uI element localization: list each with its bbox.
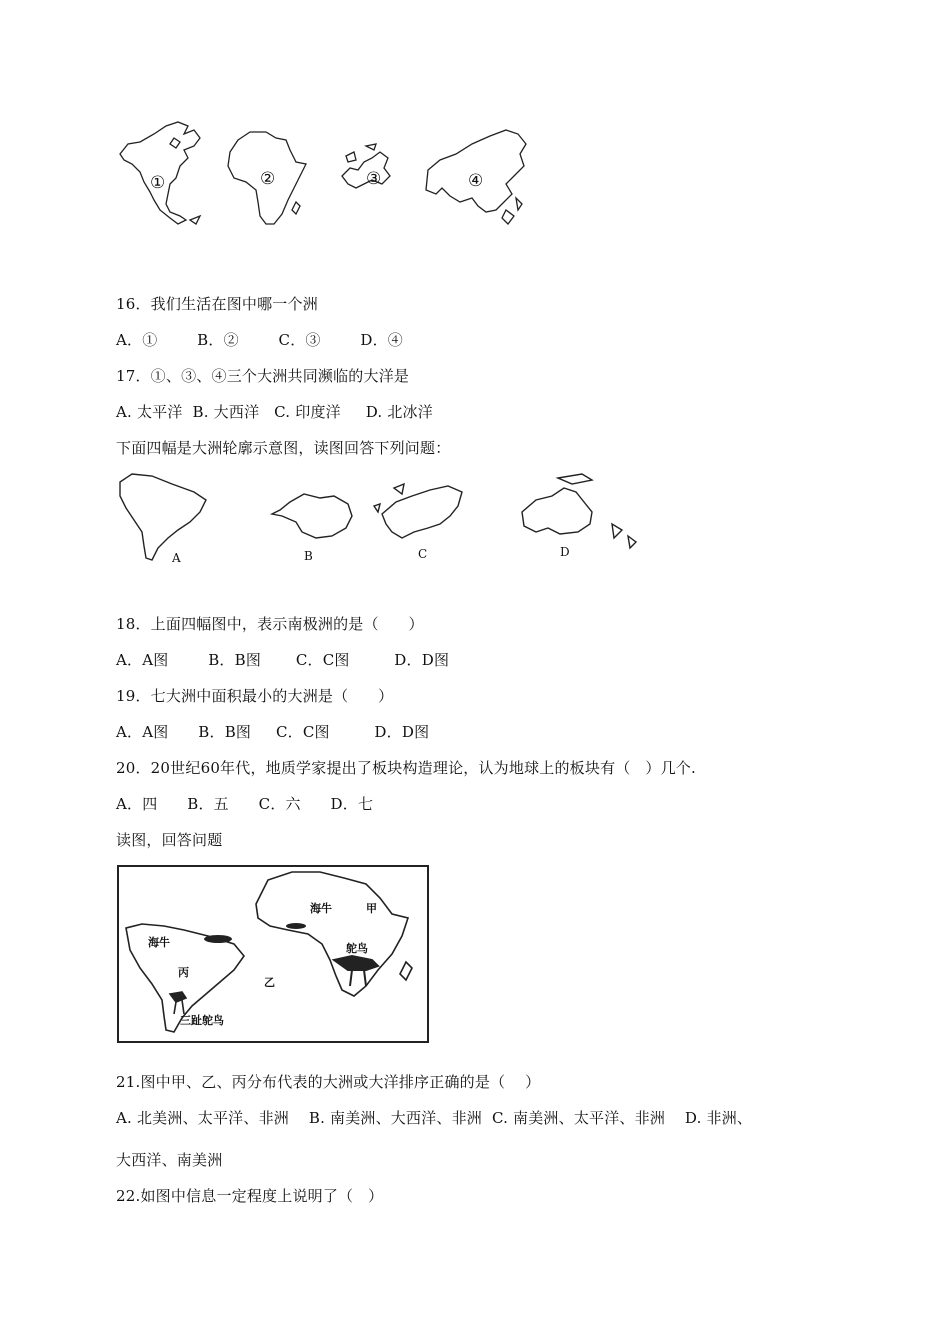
question-18-stem: 18．上面四幅图中，表示南极洲的是（ ） [116,615,424,633]
label-bing: 丙 [178,966,189,979]
figure-continent-outlines-1 [110,120,540,235]
antarctica-outline [272,494,352,538]
label-yi: 乙 [264,976,275,989]
question-21-options-line2: 大西洋、南美洲 [116,1151,223,1169]
question-22-stem: 22.如图中信息一定程度上说明了（ ） [116,1187,384,1205]
africa-map-outline [256,872,412,996]
question-21-stem: 21.图中甲、乙、丙分布代表的大洲或大洋排序正确的是（ ） [116,1073,541,1091]
question-21-options-line1: A. 北美洲、太平洋、非洲 B. 南美洲、大西洋、非洲 C. 南美洲、太平洋、非洲 D. 非洲、 [116,1109,753,1127]
ostrich-silhouette [334,956,378,986]
label-ostrich: 鸵鸟 [346,942,368,955]
south-america-outline [120,474,206,560]
label-b: B [304,549,313,563]
label-c: C [418,547,428,561]
rhea-silhouette [170,992,186,1014]
europe-outline-c [374,484,462,538]
label-manatee-left: 海牛 [148,936,170,949]
question-19-stem: 19．七大洲中面积最小的大洲是（ ） [116,687,394,705]
intro-read-map: 读图，回答问题 [116,831,223,849]
question-20-options: A．四 B．五 C．六 D．七 [116,795,374,813]
manatee-silhouette-left [204,935,232,943]
label-rhea: 三趾鸵鸟 [180,1014,224,1027]
figure-continent-outlines-2 [112,466,657,570]
figure-animal-distribution-map [116,864,432,1046]
label-jia: 甲 [366,902,377,915]
label-3: ③ [366,169,382,189]
question-17-stem: 17．①、③、④三个大洲共同濒临的大洋是 [116,367,410,385]
label-a: A [172,551,181,565]
oceania-outline [522,474,636,548]
label-1: ① [150,173,166,193]
question-17-options: A. 太平洋 B. 大西洋 C. 印度洋 D. 北冰洋 [116,403,433,421]
label-d: D [560,545,570,559]
question-16-options: A．① B．② C．③ D．④ [116,331,403,349]
question-18-options: A．A图 B．B图 C．C图 D．D图 [116,651,450,669]
intro-continent-outlines: 下面四幅是大洲轮廓示意图，读图回答下列问题： [116,439,451,457]
question-19-options: A．A图 B．B图 C．C图 D．D图 [116,723,430,741]
question-16-stem: 16．我们生活在图中哪一个洲 [116,295,318,313]
label-2: ② [260,169,276,189]
label-manatee-top: 海牛 [310,902,332,915]
question-20-stem: 20．20世纪60年代，地质学家提出了板块构造理论，认为地球上的板块有（ ）几个. [116,759,696,777]
manatee-silhouette-top [286,923,306,929]
label-4: ④ [468,171,484,191]
